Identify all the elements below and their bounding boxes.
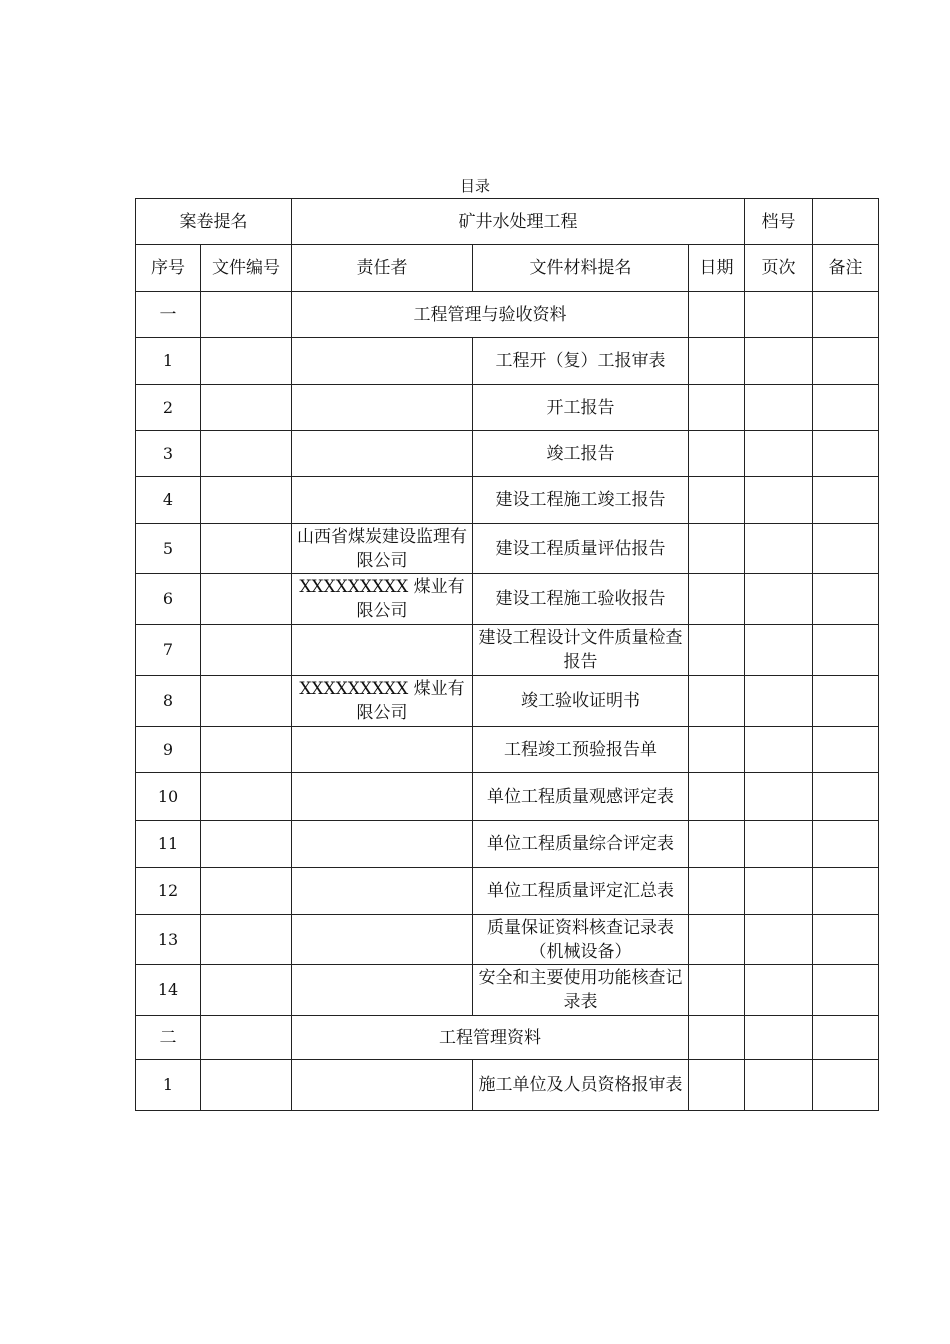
row-date (689, 727, 745, 773)
row-owner: XXXXXXXXX 煤业有限公司 (292, 676, 473, 727)
row-code (201, 625, 292, 676)
row-page (745, 625, 813, 676)
table-row (136, 431, 879, 477)
row-note (813, 431, 879, 477)
col-header-no: 序号 (136, 245, 201, 292)
dossier-value: 矿井水处理工程 (292, 199, 745, 245)
archive-label: 档号 (745, 199, 813, 245)
row-note (813, 385, 879, 431)
row-note (813, 574, 879, 625)
row-page (745, 431, 813, 477)
table-row (136, 574, 879, 625)
row-note (813, 338, 879, 385)
section-title: 工程管理资料 (292, 1016, 689, 1060)
row-name: 安全和主要使用功能核查记录表 (473, 965, 689, 1016)
row-page (745, 915, 813, 965)
row-no: 3 (136, 431, 201, 477)
section-code (201, 292, 292, 338)
row-note (813, 625, 879, 676)
row-date (689, 773, 745, 821)
section-row (136, 1016, 879, 1060)
section-page (745, 1016, 813, 1060)
row-owner: XXXXXXXXX 煤业有限公司 (292, 574, 473, 625)
row-name: 单位工程质量观感评定表 (473, 773, 689, 821)
row-name: 建设工程施工验收报告 (473, 574, 689, 625)
row-code (201, 965, 292, 1016)
row-page (745, 821, 813, 868)
row-no: 4 (136, 477, 201, 524)
row-date (689, 385, 745, 431)
col-header-note: 备注 (813, 245, 879, 292)
row-note (813, 965, 879, 1016)
row-date (689, 868, 745, 915)
row-name: 开工报告 (473, 385, 689, 431)
row-owner (292, 1060, 473, 1111)
table-row (136, 915, 879, 965)
archive-value (813, 199, 879, 245)
section-no: 二 (136, 1016, 201, 1060)
row-no: 1 (136, 338, 201, 385)
row-date (689, 431, 745, 477)
row-no: 2 (136, 385, 201, 431)
row-page (745, 338, 813, 385)
row-note (813, 821, 879, 868)
row-page (745, 1060, 813, 1111)
section-title: 工程管理与验收资料 (292, 292, 689, 338)
row-note (813, 915, 879, 965)
row-date (689, 821, 745, 868)
row-no: 14 (136, 965, 201, 1016)
section-note (813, 1016, 879, 1060)
row-code (201, 574, 292, 625)
row-code (201, 676, 292, 727)
row-no: 13 (136, 915, 201, 965)
table-row (136, 727, 879, 773)
col-header-code: 文件编号 (201, 245, 292, 292)
row-note (813, 868, 879, 915)
table-row (136, 477, 879, 524)
row-no: 8 (136, 676, 201, 727)
row-date (689, 965, 745, 1016)
row-name: 竣工验收证明书 (473, 676, 689, 727)
row-code (201, 915, 292, 965)
row-page (745, 574, 813, 625)
section-date (689, 292, 745, 338)
table-row (136, 1060, 879, 1111)
row-date (689, 477, 745, 524)
row-owner (292, 868, 473, 915)
row-code (201, 773, 292, 821)
col-header-date: 日期 (689, 245, 745, 292)
row-page (745, 385, 813, 431)
row-code (201, 477, 292, 524)
table-row (136, 524, 879, 574)
row-name: 单位工程质量综合评定表 (473, 821, 689, 868)
col-header-owner: 责任者 (292, 245, 473, 292)
table-row (136, 385, 879, 431)
row-page (745, 477, 813, 524)
row-note (813, 524, 879, 574)
row-date (689, 524, 745, 574)
row-page (745, 965, 813, 1016)
row-no: 12 (136, 868, 201, 915)
row-no: 7 (136, 625, 201, 676)
row-name: 施工单位及人员资格报审表 (473, 1060, 689, 1111)
row-no: 1 (136, 1060, 201, 1111)
row-name: 竣工报告 (473, 431, 689, 477)
row-name: 工程开（复）工报审表 (473, 338, 689, 385)
row-date (689, 676, 745, 727)
row-no: 6 (136, 574, 201, 625)
section-page (745, 292, 813, 338)
row-name: 建设工程质量评估报告 (473, 524, 689, 574)
table-row (136, 965, 879, 1016)
row-page (745, 676, 813, 727)
table-row (136, 625, 879, 676)
row-no: 11 (136, 821, 201, 868)
row-owner (292, 727, 473, 773)
row-no: 5 (136, 524, 201, 574)
row-owner (292, 965, 473, 1016)
table-row (136, 676, 879, 727)
row-note (813, 477, 879, 524)
row-name: 工程竣工预验报告单 (473, 727, 689, 773)
catalog-body (136, 199, 879, 1111)
row-note (813, 676, 879, 727)
row-owner: 山西省煤炭建设监理有限公司 (292, 524, 473, 574)
row-code (201, 1060, 292, 1111)
section-date (689, 1016, 745, 1060)
row-owner (292, 915, 473, 965)
row-name: 单位工程质量评定汇总表 (473, 868, 689, 915)
row-date (689, 338, 745, 385)
dossier-label: 案卷提名 (136, 199, 292, 245)
col-header-page: 页次 (745, 245, 813, 292)
row-page (745, 524, 813, 574)
row-name: 建设工程施工竣工报告 (473, 477, 689, 524)
row-code (201, 868, 292, 915)
row-code (201, 524, 292, 574)
row-date (689, 915, 745, 965)
row-note (813, 773, 879, 821)
row-code (201, 821, 292, 868)
row-code (201, 338, 292, 385)
row-code (201, 727, 292, 773)
col-header-name: 文件材料提名 (473, 245, 689, 292)
row-note (813, 727, 879, 773)
row-owner (292, 477, 473, 524)
row-owner (292, 385, 473, 431)
row-date (689, 625, 745, 676)
row-note (813, 1060, 879, 1111)
table-row (136, 868, 879, 915)
row-no: 9 (136, 727, 201, 773)
section-code (201, 1016, 292, 1060)
row-page (745, 773, 813, 821)
row-code (201, 431, 292, 477)
table-row (136, 773, 879, 821)
section-note (813, 292, 879, 338)
section-no: 一 (136, 292, 201, 338)
row-owner (292, 431, 473, 477)
column-header-row (136, 245, 879, 292)
row-date (689, 574, 745, 625)
row-no: 10 (136, 773, 201, 821)
row-owner (292, 625, 473, 676)
row-page (745, 727, 813, 773)
row-owner (292, 338, 473, 385)
dossier-row (136, 199, 879, 245)
page-title: 目录 (459, 177, 490, 195)
section-row (136, 292, 879, 338)
row-date (689, 1060, 745, 1111)
catalog-table (135, 198, 879, 1111)
row-owner (292, 773, 473, 821)
row-name: 建设工程设计文件质量检查报告 (473, 625, 689, 676)
table-row (136, 821, 879, 868)
row-page (745, 868, 813, 915)
row-code (201, 385, 292, 431)
row-name: 质量保证资料核查记录表（机械设备） (473, 915, 689, 965)
table-row (136, 338, 879, 385)
row-owner (292, 821, 473, 868)
